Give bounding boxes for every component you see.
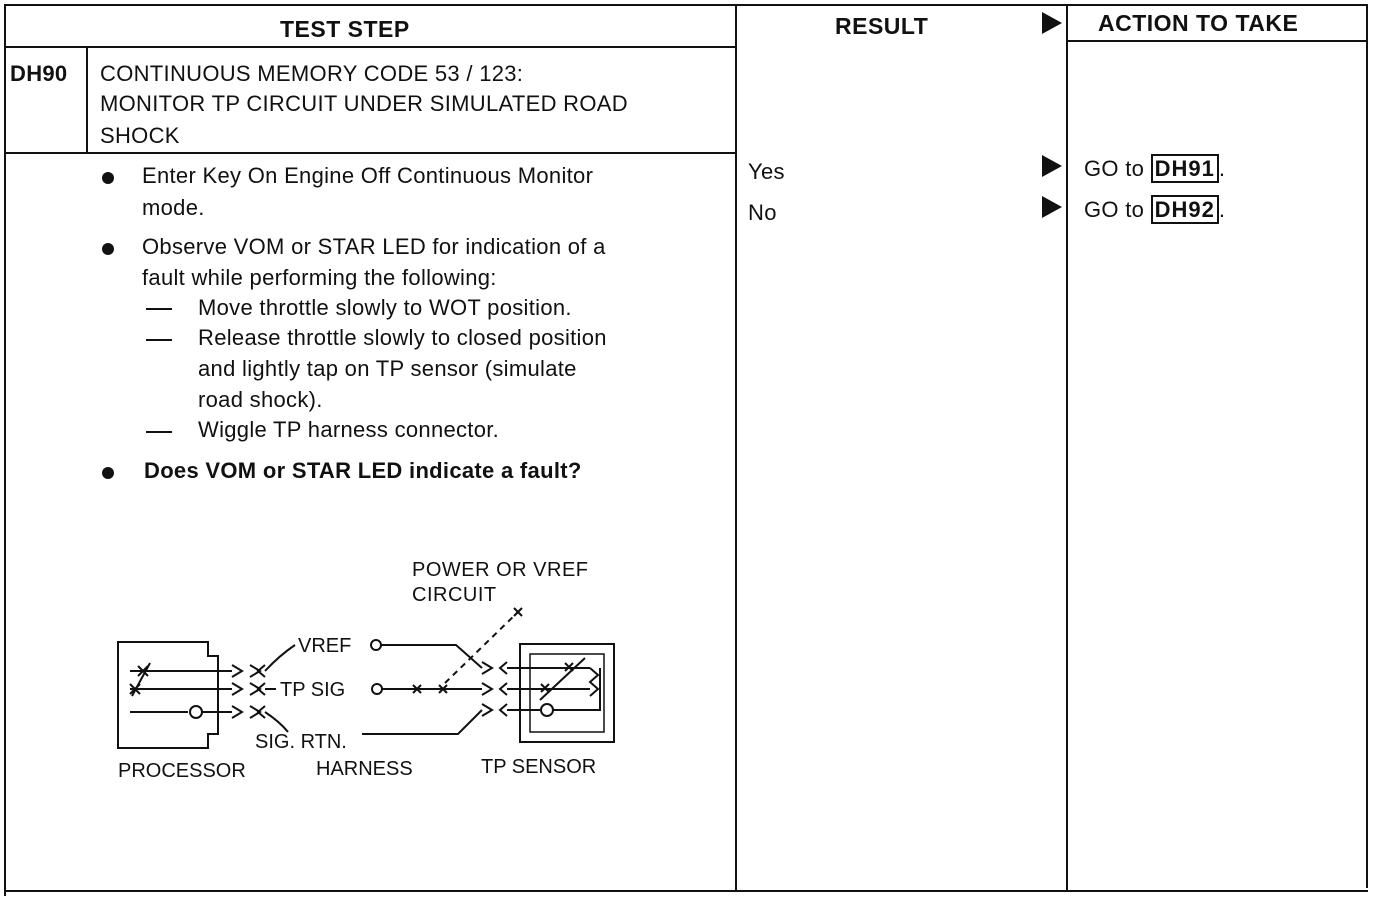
diagram-label-tp-sensor: TP SENSOR [481, 756, 597, 778]
action-suffix: . [1218, 156, 1226, 181]
action-prefix: GO to [1084, 156, 1145, 181]
instruction-2-line: fault while performing the following: [142, 265, 497, 290]
instruction-1-line: mode. [142, 195, 205, 220]
diagram-label-vref: VREF [298, 635, 352, 657]
step-link-dh91[interactable]: DH91 [1151, 154, 1219, 183]
diagram-label-processor: PROCESSOR [118, 760, 246, 782]
result-no: No [748, 200, 777, 225]
step-title-line: SHOCK [100, 123, 180, 148]
step-link-dh92[interactable]: DH92 [1151, 195, 1219, 224]
sub-step-2-line: road shock). [198, 387, 323, 412]
wiring-diagram [100, 550, 640, 790]
bullet-icon [102, 172, 114, 184]
action-yes [1084, 153, 1225, 184]
instruction-2-line: Observe VOM or STAR LED for indication of a [142, 234, 606, 259]
instruction-1-line: Enter Key On Engine Off Continuous Monitor [142, 163, 594, 188]
header-action: ACTION TO TAKE [1098, 10, 1299, 36]
header-result: RESULT [835, 13, 929, 39]
action-prefix: GO to [1084, 197, 1145, 222]
diagram-label-circuit: CIRCUIT [412, 584, 497, 606]
sub-step-3: Wiggle TP harness connector. [198, 417, 500, 442]
bullet-icon [102, 467, 114, 479]
sub-step-2-line: Release throttle slowly to closed position [198, 325, 607, 350]
arrow-icon [1042, 155, 1062, 177]
step-title-line: MONITOR TP CIRCUIT UNDER SIMULATED ROAD [100, 91, 628, 116]
dash-icon [146, 308, 172, 310]
step-title-line: CONTINUOUS MEMORY CODE 53 / 123: [100, 61, 524, 86]
diagram-label-sig-rtn: SIG. RTN. [255, 731, 347, 753]
result-yes: Yes [748, 159, 785, 184]
diagram-label-tp-sig: TP SIG [280, 679, 346, 701]
header-test-step: TEST STEP [280, 16, 410, 42]
diagram-label-power: POWER OR VREF [412, 559, 589, 581]
step-id: DH90 [10, 61, 68, 86]
dash-icon [146, 431, 172, 433]
diagram-label-harness: HARNESS [316, 758, 413, 780]
sub-step-1: Move throttle slowly to WOT position. [198, 295, 572, 320]
bullet-icon [102, 243, 114, 255]
sub-step-2-line: and lightly tap on TP sensor (simulate [198, 356, 577, 381]
question: Does VOM or STAR LED indicate a fault? [144, 458, 582, 483]
dash-icon [146, 339, 172, 341]
arrow-icon [1042, 196, 1062, 218]
action-no [1084, 194, 1225, 225]
action-suffix: . [1218, 197, 1226, 222]
header-arrow-icon [1042, 12, 1062, 34]
